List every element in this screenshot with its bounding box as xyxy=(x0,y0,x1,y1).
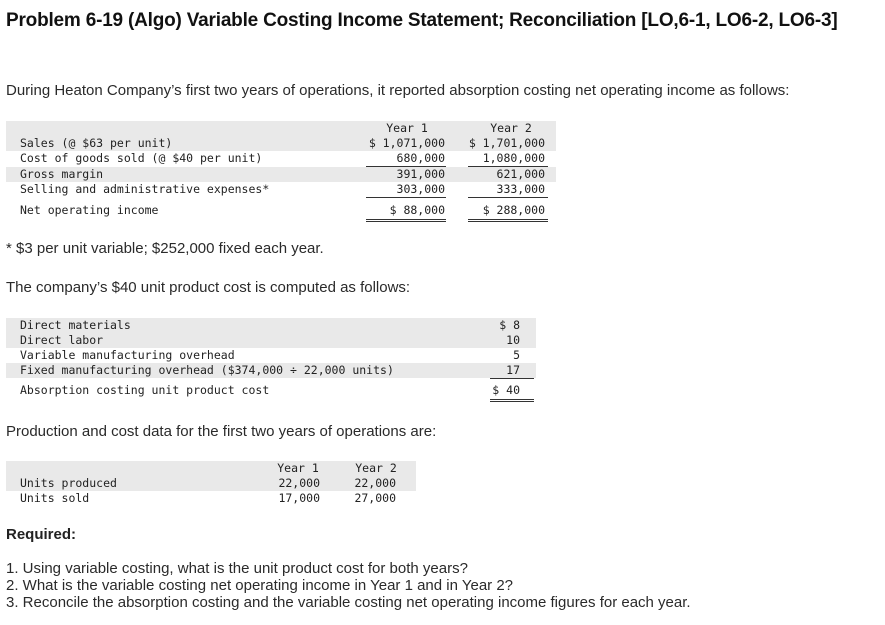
footnote-text: * $3 per unit variable; $252,000 fixed each year. xyxy=(6,240,324,257)
table-row xyxy=(6,151,556,166)
total-double-rule xyxy=(490,399,534,400)
questions-list xyxy=(6,560,691,611)
year-1-value: 391,000 xyxy=(396,167,445,181)
year-2-value: 333,000 xyxy=(496,182,545,196)
production-table xyxy=(6,461,416,507)
row-label: Gross margin xyxy=(20,167,104,181)
row-label: Selling and administrative expenses* xyxy=(20,182,270,196)
question-1: 1. Using variable costing, what is the unit product cost for both years? xyxy=(6,560,468,577)
table-row xyxy=(6,348,536,363)
cost-value: 5 xyxy=(513,348,520,362)
year-1-value: $ 1,071,000 xyxy=(368,136,445,150)
header-year-1: Year 1 xyxy=(386,121,428,135)
cost-value: 10 xyxy=(506,333,520,347)
year-2-value: 27,000 xyxy=(354,491,396,505)
row-label: Fixed manufacturing overhead ($374,000 ÷ 22,000 units) xyxy=(20,363,394,377)
table-row xyxy=(6,363,536,378)
row-label: Variable manufacturing overhead xyxy=(20,348,235,362)
table-header-row xyxy=(6,121,556,136)
year-1-value: $ 88,000 xyxy=(389,203,445,217)
subtotal-rule xyxy=(366,197,446,198)
unit-cost-intro: The company’s $40 unit product cost is computed as follows: xyxy=(6,279,411,296)
table-header-row xyxy=(6,461,416,476)
intro-text: During Heaton Company’s first two years of operations, it reported absorption costing net operating income as follows: xyxy=(6,82,790,99)
row-label: Units sold xyxy=(20,491,90,505)
row-label: Direct labor xyxy=(20,333,104,347)
table-row xyxy=(6,333,536,348)
year-2-value: $ 288,000 xyxy=(482,203,545,217)
question-2: 2. What is the variable costing net operating income in Year 1 and in Year 2? xyxy=(6,577,514,594)
header-year-2: Year 2 xyxy=(355,461,397,475)
total-double-rule xyxy=(366,219,446,220)
year-1-value: 17,000 xyxy=(278,491,320,505)
header-year-2: Year 2 xyxy=(490,121,532,135)
production-intro: Production and cost data for the first two years of operations are: xyxy=(6,423,437,440)
cost-value: $ 40 xyxy=(492,383,520,397)
year-1-value: 303,000 xyxy=(396,182,445,196)
row-label: Direct materials xyxy=(20,318,131,332)
year-2-value: 621,000 xyxy=(496,167,545,181)
year-1-value: 680,000 xyxy=(396,151,445,165)
row-label: Sales (@ $63 per unit) xyxy=(20,136,173,150)
row-label: Units produced xyxy=(20,476,117,490)
total-double-rule xyxy=(490,401,534,402)
total-double-rule xyxy=(468,221,548,222)
year-2-value: 1,080,000 xyxy=(482,151,545,165)
year-2-value: 22,000 xyxy=(354,476,396,490)
table-row xyxy=(6,318,536,333)
income-statement-table xyxy=(6,121,556,221)
table-row xyxy=(6,491,416,506)
header-year-1: Year 1 xyxy=(277,461,319,475)
table-row xyxy=(6,167,556,182)
subtotal-rule xyxy=(468,197,548,198)
total-double-rule xyxy=(366,221,446,222)
year-2-value: $ 1,701,000 xyxy=(468,136,545,150)
cost-value: $ 8 xyxy=(499,318,520,332)
table-row xyxy=(6,203,556,218)
total-double-rule xyxy=(468,219,548,220)
year-1-value: 22,000 xyxy=(278,476,320,490)
table-row xyxy=(6,182,556,197)
subtotal-rule xyxy=(490,378,534,379)
cost-value: 17 xyxy=(506,363,520,377)
row-label: Net operating income xyxy=(20,203,159,217)
table-row xyxy=(6,136,556,151)
row-label: Absorption costing unit product cost xyxy=(20,383,270,397)
table-row xyxy=(6,476,416,491)
page-title: Problem 6-19 (Algo) Variable Costing Income Statement; Reconciliation [LO,6-1, LO6-2, LO6-3] xyxy=(6,10,838,31)
question-3: 3. Reconcile the absorption costing and the variable costing net operating income figures for each year. xyxy=(6,594,691,611)
table-row xyxy=(6,383,536,398)
required-heading: Required: xyxy=(6,526,77,543)
unit-cost-table xyxy=(6,318,536,404)
row-label: Cost of goods sold (@ $40 per unit) xyxy=(20,151,263,165)
